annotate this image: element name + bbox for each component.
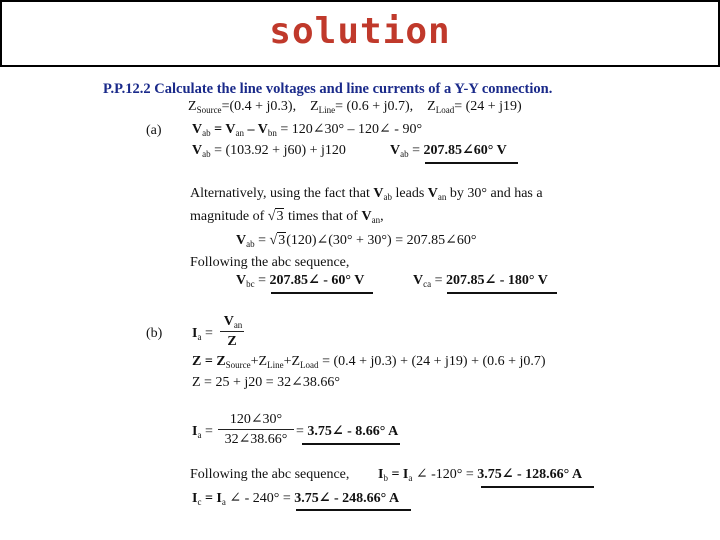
ic-equals: = I xyxy=(204,491,222,506)
alt-magnitude-text: magnitude of xyxy=(190,209,265,224)
part-a-line-2 xyxy=(192,143,346,159)
part-a-sequence-text: Following the abc sequence, xyxy=(190,255,350,270)
ia2-underline xyxy=(302,443,400,445)
ic-underline xyxy=(296,509,411,511)
ia2-subscript: a xyxy=(197,430,202,440)
ia2-equals: = xyxy=(204,424,213,439)
ib-line xyxy=(378,467,582,483)
ic-subscript: c xyxy=(197,497,202,507)
ib-underline xyxy=(481,486,594,488)
vbc-value: 207.85∠ - 60° V xyxy=(269,273,365,288)
ia2-fraction-bar xyxy=(218,429,294,430)
vab-result-subscript: ab xyxy=(400,149,409,159)
vbn-term: – V xyxy=(247,122,268,137)
vbn-subscript: bn xyxy=(267,128,277,138)
zsource-symbol: Z xyxy=(188,99,197,114)
alt-vab-symbol: V xyxy=(373,186,384,201)
ia-lhs xyxy=(192,326,213,342)
alt-line-1 xyxy=(190,186,543,202)
ia2-denominator: 32∠38.66° xyxy=(224,432,288,447)
alt-line-3 xyxy=(236,233,476,249)
alt3-equals: = xyxy=(258,233,267,248)
header-title-box xyxy=(0,0,720,67)
page-title: solution xyxy=(269,11,451,52)
z-sum-load-sub: Load xyxy=(300,360,319,370)
zload-value: = (24 + j19) xyxy=(454,99,522,114)
ia-num-subscript: an xyxy=(233,320,243,330)
vab-result-equals: = xyxy=(412,143,421,158)
alt-text-leads: leads xyxy=(395,186,425,201)
alt3-rest: (120)∠(30° + 30°) = 207.85∠60° xyxy=(286,233,477,248)
z-sum-values: = (0.4 + j0.3) + (24 + j19) + (0.6 + j0.7) xyxy=(322,354,546,369)
vab-result-value: 207.85∠60° V xyxy=(423,143,507,158)
vab-result-underline xyxy=(425,162,518,164)
z-sum-head: Z = Z xyxy=(192,354,226,369)
zline-value: = (0.6 + j0.7), xyxy=(335,99,414,114)
ic-rest: ∠ - 240° = xyxy=(229,491,291,506)
ic-symbol: I xyxy=(192,491,198,506)
part-a-line-1-rhs: = 120∠30° – 120∠ - 90° xyxy=(280,122,423,137)
zsource-subscript: Source xyxy=(196,105,222,115)
alt-vab-subscript: ab xyxy=(383,192,392,202)
zsource-value: =(0.4 + j0.3), xyxy=(221,99,297,114)
sqrt-3-symbol: √3 xyxy=(267,209,284,224)
ib-subscript: b xyxy=(383,473,388,483)
ib-rest: ∠ -120° = xyxy=(415,467,474,482)
ia2-result-equals: = xyxy=(296,424,304,439)
z-sum-line: +Z xyxy=(250,354,268,369)
part-a-label: (a) xyxy=(146,123,162,138)
vca-symbol: V xyxy=(413,273,424,288)
part-a-line-2-rhs: = (103.92 + j60) + j120 xyxy=(214,143,346,158)
vab-symbol-2: V xyxy=(192,143,203,158)
zload-subscript: Load xyxy=(435,105,455,115)
part-a-line-1 xyxy=(192,122,422,138)
z-sum-line-sub: Line xyxy=(267,360,284,370)
ia-equals: = xyxy=(204,326,213,341)
z-sum-source-sub: Source xyxy=(225,360,251,370)
vab-result xyxy=(390,143,507,159)
vbc-underline xyxy=(271,292,373,294)
alt-line-2 xyxy=(190,209,384,225)
ia2-numerator: 120∠30° xyxy=(229,412,283,427)
z-total-line-2: Z = 25 + j20 = 32∠38.66° xyxy=(192,375,340,390)
van-subscript: an xyxy=(235,128,244,138)
part-b-sequence-text: Following the abc sequence, xyxy=(190,467,350,482)
alt-times-text: times that of xyxy=(287,209,358,224)
zload-symbol: Z xyxy=(427,99,436,114)
alt-text-2: by 30° and has a xyxy=(449,186,543,201)
ia-symbol: I xyxy=(192,326,198,341)
ia2-symbol: I xyxy=(192,424,198,439)
ia-num-symbol: V xyxy=(223,314,234,329)
ia-subscript: a xyxy=(197,332,202,342)
ia2-result xyxy=(296,424,398,440)
alt3-vab-symbol: V xyxy=(236,233,247,248)
ic-ia-subscript: a xyxy=(221,497,226,507)
ia-denominator: Z xyxy=(227,334,237,349)
vbc-symbol: V xyxy=(236,273,247,288)
vab-subscript-2: ab xyxy=(202,149,211,159)
vca-underline xyxy=(447,292,557,294)
zline-symbol: Z xyxy=(310,99,319,114)
vca-subscript: ca xyxy=(423,279,432,289)
alt-van-symbol-2: V xyxy=(361,209,372,224)
ia-numerator xyxy=(220,314,246,330)
ic-value: 3.75∠ - 248.66° A xyxy=(294,491,400,506)
ib-symbol: I xyxy=(378,467,384,482)
given-impedances xyxy=(188,99,522,115)
alt-text-1: Alternatively, using the fact that xyxy=(190,186,370,201)
zline-subscript: Line xyxy=(318,105,336,115)
vca-value: 207.85∠ - 180° V xyxy=(446,273,548,288)
vbc-subscript: bc xyxy=(246,279,255,289)
ia2-lhs xyxy=(192,424,213,440)
vbc-result xyxy=(236,273,364,289)
problem-heading: P.P.12.2 Calculate the line voltages and line currents of a Y-Y connection. xyxy=(103,81,553,97)
ia-fraction-bar xyxy=(220,331,244,332)
z-sum-load: +Z xyxy=(283,354,301,369)
alt-van-subscript: an xyxy=(437,192,447,202)
alt-comma: , xyxy=(380,209,384,224)
vab-subscript: ab xyxy=(202,128,211,138)
vca-result xyxy=(413,273,548,289)
ib-equals: = I xyxy=(391,467,409,482)
ib-value: 3.75∠ - 128.66° A xyxy=(477,467,583,482)
ib-ia-subscript: a xyxy=(408,473,413,483)
vca-equals: = xyxy=(434,273,443,288)
part-b-label: (b) xyxy=(146,326,163,341)
ia2-value: 3.75∠ - 8.66° A xyxy=(307,424,399,439)
vab-result-symbol: V xyxy=(390,143,401,158)
sqrt-3-symbol-2: √3 xyxy=(269,233,286,248)
vbc-equals: = xyxy=(258,273,267,288)
ic-line xyxy=(192,491,399,507)
z-total-line-1 xyxy=(192,354,546,370)
van-term: = V xyxy=(214,122,236,137)
alt-van-symbol: V xyxy=(427,186,438,201)
vab-symbol: V xyxy=(192,122,203,137)
alt3-vab-subscript: ab xyxy=(246,239,255,249)
alt-van-subscript-2: an xyxy=(371,215,381,225)
